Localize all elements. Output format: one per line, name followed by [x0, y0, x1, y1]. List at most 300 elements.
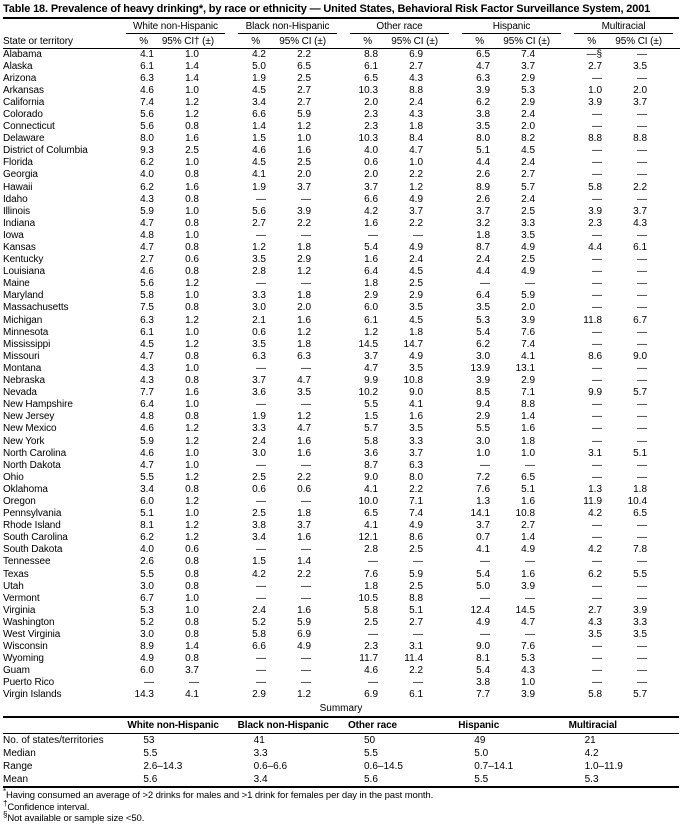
ci-value: 1.2 — [185, 423, 199, 435]
ci-value: 1.2 — [185, 495, 199, 507]
ci-value: — — [637, 290, 648, 302]
state-name: New Hampshire — [3, 399, 73, 411]
percent-value: — — [256, 229, 266, 241]
ci-value: 1.0 — [185, 459, 199, 471]
table-row-louisiana — [3, 266, 680, 278]
percent-value: 1.5 — [252, 133, 266, 145]
ci-value: — — [525, 556, 536, 568]
table-row-georgia — [3, 169, 680, 181]
percent-value: 4.2 — [588, 508, 603, 520]
state-name: South Dakota — [3, 544, 63, 556]
percent-value: 5.8 — [588, 689, 603, 701]
percent-value: 7.4 — [140, 96, 154, 108]
ci-value: — — [637, 580, 648, 592]
ci-value: 2.9 — [409, 290, 424, 302]
ci-value: 2.0 — [297, 302, 312, 314]
percent-value: — — [256, 495, 266, 507]
percent-value: —§ — [586, 48, 603, 60]
ci-value: 2.2 — [633, 181, 648, 193]
percent-value: — — [592, 580, 603, 592]
percent-value: 11.7 — [359, 653, 379, 665]
ci-value: 1.6 — [521, 568, 536, 580]
summary-title: Summary — [319, 702, 363, 714]
ci-value: — — [301, 399, 312, 411]
ci-value: 5.7 — [633, 387, 648, 399]
percent-value: — — [480, 629, 491, 640]
percent-value: 5.9 — [140, 435, 154, 447]
ci-value: 1.0 — [297, 133, 312, 145]
percent-value: — — [144, 677, 154, 689]
table-row-wisconsin — [3, 641, 680, 653]
percent-value: 1.9 — [252, 411, 266, 423]
ci-value: 1.2 — [297, 266, 312, 278]
percent-value: 10.0 — [358, 495, 379, 507]
percent-value: 10.3 — [358, 84, 379, 96]
summary-value: 3.4 — [253, 774, 268, 786]
summary-row-no-of-states-territories — [3, 734, 679, 748]
ci-value: 3.5 — [521, 229, 536, 241]
ci-value: 1.2 — [409, 181, 424, 193]
ci-value: 8.8 — [633, 133, 648, 145]
ci-value: 3.9 — [297, 205, 312, 217]
percent-value: 3.9 — [588, 96, 603, 108]
ci-value: — — [637, 145, 648, 157]
percent-value: 9.3 — [140, 145, 154, 157]
ci-value: 1.6 — [409, 411, 424, 423]
percent-value: 3.9 — [588, 205, 603, 217]
ci-value: 3.9 — [521, 314, 536, 326]
ci-value: 2.0 — [521, 121, 536, 133]
ci-value: 1.2 — [297, 689, 312, 701]
ci-value: — — [301, 229, 312, 241]
percent-value: 3.4 — [140, 483, 154, 495]
percent-value: 5.4 — [476, 665, 491, 677]
ci-value: 5.1 — [521, 483, 536, 495]
state-name: Florida — [3, 157, 33, 169]
ci-value: 2.0 — [297, 169, 312, 181]
state-name: Pennsylvania — [3, 508, 62, 520]
ci-value: 14.5 — [515, 604, 536, 616]
percent-value: 5.6 — [140, 121, 154, 133]
summary-value: 49 — [474, 735, 486, 747]
ci-value: 2.5 — [185, 145, 199, 157]
ci-value: 10.8 — [515, 508, 536, 520]
percent-value: — — [256, 592, 266, 604]
ci-value: 2.7 — [297, 84, 312, 96]
percent-value: 4.7 — [140, 350, 154, 362]
percent-value: 6.2 — [476, 338, 491, 350]
percent-value: 6.1 — [364, 60, 379, 72]
table-row-south-dakota — [3, 544, 680, 556]
percent-value: 3.3 — [252, 423, 266, 435]
ci-value: 9.0 — [409, 387, 424, 399]
percent-value: 6.6 — [252, 108, 266, 120]
percent-value: 4.0 — [364, 145, 379, 157]
percent-value: 2.0 — [364, 96, 379, 108]
summary-value: 5.6 — [143, 774, 158, 786]
percent-value: 4.6 — [140, 84, 154, 96]
percent-value: 1.5 — [364, 411, 379, 423]
ci-value: 1.2 — [185, 532, 199, 544]
ci-value: — — [413, 677, 424, 689]
footnote-text: Having consumed an average of >2 drinks for males and >1 drink for females per day in the past month. — [6, 790, 434, 802]
percent-value: 1.5 — [252, 556, 266, 568]
ci-value: 3.7 — [409, 447, 424, 459]
percent-value: — — [592, 145, 603, 157]
state-name: Rhode Island — [3, 520, 61, 532]
percent-value: 4.5 — [140, 338, 154, 350]
percent-value: — — [592, 229, 603, 241]
state-name: Iowa — [3, 229, 24, 241]
ci-value: 9.0 — [633, 350, 648, 362]
percent-value: — — [256, 362, 266, 374]
ci-value: 14.7 — [403, 338, 424, 350]
table-row-arkansas — [3, 85, 680, 97]
ci-value: 7.4 — [521, 48, 536, 60]
ci-value: — — [301, 665, 312, 677]
state-name: New York — [3, 435, 45, 447]
percent-value: 2.4 — [476, 254, 491, 266]
percent-value: 6.3 — [140, 314, 154, 326]
summary-value: 1.0–11.9 — [584, 761, 623, 773]
table-row-wyoming — [3, 653, 680, 665]
ci-value: 6.3 — [297, 350, 312, 362]
ci-value: — — [637, 375, 648, 387]
ci-value: 3.9 — [521, 689, 536, 701]
ci-header: 95% CI (±) — [497, 34, 569, 48]
ci-value: — — [637, 665, 648, 677]
percent-value: 4.0 — [140, 169, 154, 181]
state-name: Wyoming — [3, 653, 44, 665]
ci-value: 5.5 — [633, 568, 648, 580]
ci-value: 1.2 — [185, 520, 199, 532]
ci-value: — — [525, 592, 536, 604]
percent-value: 4.3 — [140, 375, 154, 387]
ci-value: 5.3 — [521, 653, 536, 665]
percent-value: 1.4 — [252, 121, 266, 133]
state-name: Texas — [3, 568, 29, 580]
ci-value: 2.2 — [409, 169, 424, 181]
ci-value: 5.3 — [521, 84, 536, 96]
state-name: California — [3, 96, 45, 108]
percent-value: 5.5 — [140, 568, 154, 580]
ci-value: 4.9 — [409, 242, 424, 253]
ci-value: 0.8 — [185, 266, 199, 278]
state-name: Idaho — [3, 193, 28, 205]
percent-value: 8.7 — [476, 242, 491, 253]
ci-value: — — [189, 677, 199, 689]
footnote-marker: † — [3, 798, 8, 808]
state-name: Nebraska — [3, 375, 45, 387]
ci-value: 7.6 — [521, 641, 536, 653]
ci-value: 7.1 — [521, 387, 536, 399]
percent-value: 6.5 — [364, 72, 379, 84]
percent-value: — — [368, 556, 379, 568]
percent-value: 3.0 — [252, 447, 266, 459]
percent-value: 3.6 — [252, 387, 266, 399]
ci-value: 1.6 — [185, 181, 199, 193]
footnote-marker: * — [3, 786, 7, 796]
table-row-missouri — [3, 351, 680, 363]
state-name: Virgin Islands — [3, 689, 62, 701]
table-row-virgin-islands — [3, 689, 680, 701]
ci-value: 2.2 — [297, 471, 312, 483]
summary-value: 0.6–14.5 — [363, 761, 403, 773]
summary-value: 53 — [143, 735, 155, 747]
table-row-north-dakota — [3, 460, 680, 472]
percent-value: 6.5 — [476, 48, 491, 60]
ci-value: 1.0 — [185, 508, 199, 520]
summary-value: 2.6–14.3 — [143, 761, 183, 773]
footnote-text: Not available or sample size <50. — [7, 813, 145, 825]
column-group-label: Black non-Hispanic — [238, 21, 337, 34]
ci-value: 1.2 — [185, 471, 199, 483]
ci-value: 7.4 — [409, 508, 424, 520]
percent-value: 2.5 — [252, 508, 266, 520]
table-row-maryland — [3, 290, 680, 302]
percent-value: 5.6 — [252, 205, 266, 217]
percent-value: 6.1 — [140, 326, 154, 338]
percent-value: 4.7 — [476, 60, 491, 72]
percent-value: 5.4 — [476, 568, 491, 580]
ci-value: — — [637, 653, 648, 665]
column-group-label: White non-Hispanic — [126, 21, 225, 34]
percent-value: 4.7 — [140, 242, 154, 253]
summary-row-median — [3, 747, 679, 760]
ci-value: — — [301, 592, 312, 604]
state-name: District of Columbia — [3, 145, 88, 157]
state-name: Connecticut — [3, 121, 55, 133]
ci-value: — — [637, 338, 648, 350]
ci-value: 2.0 — [633, 84, 648, 96]
ci-value: 4.9 — [409, 520, 424, 532]
state-name: Louisiana — [3, 266, 45, 278]
percent-value: 2.8 — [364, 544, 379, 556]
percent-value: 5.7 — [364, 423, 379, 435]
state-name: Illinois — [3, 205, 30, 217]
percent-value: 4.7 — [140, 459, 154, 471]
ci-value: 2.2 — [297, 48, 312, 60]
percent-value: 3.7 — [364, 181, 379, 193]
percent-header: % — [121, 34, 161, 48]
ci-value: — — [637, 471, 648, 483]
percent-value: 5.9 — [140, 205, 154, 217]
ci-value: 4.3 — [521, 665, 536, 677]
ci-value: — — [301, 362, 312, 374]
percent-value: 3.7 — [252, 375, 266, 387]
percent-value: 5.4 — [364, 242, 379, 253]
ci-value: 0.6 — [185, 544, 199, 556]
percent-value: 14.3 — [134, 689, 154, 701]
table-row-mississippi — [3, 339, 680, 351]
percent-value: — — [592, 338, 603, 350]
table-row-iowa — [3, 230, 680, 242]
state-name: Oregon — [3, 495, 36, 507]
percent-value: 3.7 — [364, 350, 379, 362]
percent-value: — — [592, 641, 603, 653]
state-name: Delaware — [3, 133, 45, 145]
percent-value: 2.7 — [588, 60, 603, 72]
percent-value: 14.5 — [358, 338, 379, 350]
ci-value: — — [525, 629, 536, 640]
ci-value: 5.7 — [633, 689, 648, 701]
ci-value: 1.4 — [521, 411, 536, 423]
table-row-guam — [3, 665, 680, 677]
percent-value: 1.0 — [588, 84, 603, 96]
percent-value: 8.8 — [588, 133, 603, 145]
ci-value: — — [637, 520, 648, 532]
percent-value: 6.5 — [364, 508, 379, 520]
ci-value: 2.5 — [521, 254, 536, 266]
state-name: South Carolina — [3, 532, 68, 544]
summary-column-black-non-hispanic: Black non-Hispanic — [238, 717, 348, 734]
table-row-california — [3, 97, 680, 109]
ci-value: 8.6 — [409, 532, 424, 544]
percent-value: 4.6 — [140, 423, 154, 435]
ci-value: 2.9 — [521, 375, 536, 387]
ci-value: — — [413, 629, 424, 640]
summary-label-spacer — [3, 717, 127, 734]
state-name: Indiana — [3, 217, 36, 229]
percent-value: 0.6 — [252, 326, 266, 338]
ci-value: 2.4 — [409, 96, 424, 108]
percent-value: 4.8 — [140, 411, 154, 423]
percent-value: 6.0 — [140, 665, 154, 677]
ci-value: 1.4 — [297, 556, 312, 568]
summary-row-mean — [3, 773, 679, 787]
ci-value: 1.0 — [185, 229, 199, 241]
percent-value: 4.6 — [140, 266, 154, 278]
state-name: Alabama — [3, 48, 42, 60]
ci-value: 1.6 — [297, 447, 312, 459]
ci-value: 0.8 — [185, 217, 199, 229]
ci-value: 5.9 — [409, 568, 424, 580]
percent-value: 2.6 — [476, 169, 491, 181]
state-name: Puerto Rico — [3, 677, 55, 689]
table-row-nevada — [3, 387, 680, 399]
ci-value: 1.0 — [185, 290, 199, 302]
ci-value: 2.0 — [521, 302, 536, 314]
percent-value: — — [592, 520, 603, 532]
ci-value: 1.0 — [185, 84, 199, 96]
percent-value: 3.5 — [476, 302, 491, 314]
ci-value: 2.7 — [409, 60, 424, 72]
percent-value: 3.1 — [588, 447, 603, 459]
ci-value: — — [637, 556, 648, 568]
ci-value: 0.8 — [185, 580, 199, 592]
state-name: Montana — [3, 362, 42, 374]
state-name: Arkansas — [3, 84, 44, 96]
ci-value: 3.1 — [409, 641, 424, 653]
ci-value: 1.8 — [409, 121, 424, 133]
table-row-florida — [3, 157, 680, 169]
ci-value: 0.8 — [185, 411, 199, 423]
state-name: Guam — [3, 665, 30, 677]
percent-value: 1.8 — [364, 278, 379, 290]
ci-value: 6.5 — [521, 471, 536, 483]
footnotes — [3, 788, 679, 825]
table-row-arizona — [3, 73, 680, 85]
percent-value: — — [368, 229, 379, 241]
percent-value: — — [592, 302, 603, 314]
ci-value: — — [637, 362, 648, 374]
ci-value: 4.9 — [521, 242, 536, 253]
ci-value: 0.8 — [185, 242, 199, 253]
percent-value: 9.4 — [476, 399, 491, 411]
percent-value: 4.0 — [140, 544, 154, 556]
summary-value: 3.3 — [253, 748, 268, 760]
ci-value: 7.6 — [521, 326, 536, 338]
ci-value: 1.2 — [185, 338, 199, 350]
percent-value: — — [256, 653, 266, 665]
ci-value: 4.1 — [185, 689, 199, 701]
column-group-black-non-hispanic — [233, 19, 345, 34]
ci-value: 13.1 — [515, 362, 536, 374]
ci-value: 2.9 — [297, 254, 312, 266]
percent-value: 4.6 — [364, 665, 379, 677]
ci-value: — — [525, 459, 536, 471]
ci-value: — — [301, 459, 312, 471]
percent-value: — — [592, 266, 603, 278]
percent-value: — — [592, 193, 603, 205]
ci-value: 1.6 — [521, 423, 536, 435]
ci-value: 3.5 — [633, 60, 648, 72]
ci-value: 1.6 — [185, 387, 199, 399]
ci-value: 0.8 — [185, 483, 199, 495]
percent-value: 6.1 — [140, 60, 154, 72]
percent-value: 2.4 — [252, 435, 266, 447]
percent-header: % — [345, 34, 385, 48]
state-name: Massachusetts — [3, 302, 69, 314]
summary-row-range — [3, 760, 679, 773]
percent-value: 3.0 — [140, 629, 154, 640]
ci-value: 7.1 — [409, 495, 424, 507]
percent-value: 0.6 — [252, 483, 266, 495]
percent-value: 6.9 — [364, 689, 379, 701]
ci-value: 2.7 — [521, 520, 536, 532]
percent-value: 3.5 — [588, 629, 603, 640]
state-name: Alaska — [3, 60, 33, 72]
percent-header: % — [233, 34, 273, 48]
ci-value: 4.1 — [521, 350, 536, 362]
ci-value: 5.1 — [633, 447, 648, 459]
percent-value: — — [592, 108, 603, 120]
ci-header: 95% CI (±) — [609, 34, 680, 48]
ci-value: 2.5 — [521, 205, 536, 217]
summary-header-row — [3, 717, 679, 734]
ci-value: 1.8 — [409, 326, 424, 338]
percent-value: 7.6 — [364, 568, 379, 580]
table-row-utah — [3, 581, 680, 593]
table-row-puerto-rico — [3, 677, 680, 689]
ci-value: 1.2 — [297, 121, 312, 133]
ci-value: 3.7 — [297, 520, 312, 532]
ci-value: 1.0 — [521, 447, 536, 459]
ci-value: — — [637, 108, 648, 120]
summary-value: 5.0 — [474, 748, 489, 760]
summary-value: 5.5 — [363, 748, 378, 760]
ci-value: 3.5 — [409, 423, 424, 435]
percent-value: 4.8 — [140, 229, 154, 241]
ci-value: 3.5 — [409, 302, 424, 314]
ci-value: 3.5 — [409, 362, 424, 374]
percent-value: 2.3 — [364, 641, 379, 653]
percent-value: 4.5 — [252, 157, 266, 169]
percent-value: 3.5 — [252, 338, 266, 350]
percent-value: 5.0 — [252, 60, 266, 72]
percent-value: 2.9 — [476, 411, 491, 423]
percent-value: 9.9 — [364, 375, 379, 387]
